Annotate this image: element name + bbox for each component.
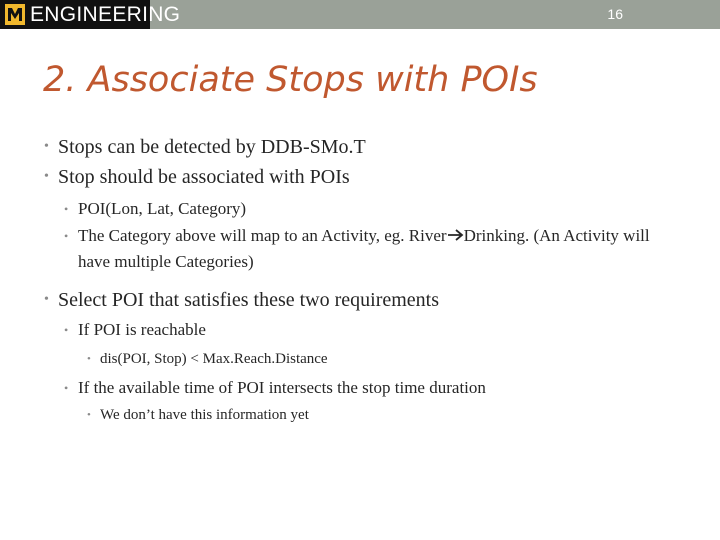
engineering-logo [0, 0, 181, 29]
sub-bullet-poi-format: • POI(Lon, Lat, Category) [44, 196, 684, 222]
slide-body [44, 132, 684, 427]
sub-sub-bullet-distance: • dis(POI, Stop) < Max.Reach.Distance [44, 347, 684, 371]
bullet-dot-icon: • [44, 139, 49, 154]
right-arrow-icon [447, 228, 464, 242]
bullet-dot-icon: • [44, 292, 49, 307]
logo-text: ENGINEERING [30, 3, 181, 26]
bullet-dot-icon: • [44, 169, 49, 184]
bullet-dot-icon: • [64, 202, 69, 216]
bullet-stop-associated: • Stop should be associated with POIs [44, 162, 684, 192]
sub-bullet-reachable: • If POI is reachable [44, 317, 684, 343]
slide-title: 2. Associate Stops with POIs [43, 60, 538, 100]
bullet-dot-icon: • [87, 353, 91, 365]
page-number: 16 [607, 6, 623, 22]
bullet-dot-icon: • [64, 229, 69, 243]
bullet-dot-icon: • [64, 323, 69, 337]
sub-sub-bullet-no-info: • We don’t have this information yet [44, 403, 684, 427]
bullet-dot-icon: • [64, 381, 69, 395]
bullet-stops-detected: • Stops can be detected by DDB-SMo.T [44, 132, 684, 162]
sub-bullet-available-time: • If the available time of POI intersects the stop time duration [44, 375, 684, 401]
bullet-select-poi: • Select POI that satisfies these two requirements [44, 285, 684, 315]
bullet-dot-icon: • [87, 409, 91, 421]
header-bar [0, 0, 720, 29]
sub-bullet-category-map: • The Category above will map to an Activity, eg. River Drinking. (An Activity will have multiple Categories) [44, 223, 684, 275]
mizzou-m-icon [5, 4, 25, 25]
